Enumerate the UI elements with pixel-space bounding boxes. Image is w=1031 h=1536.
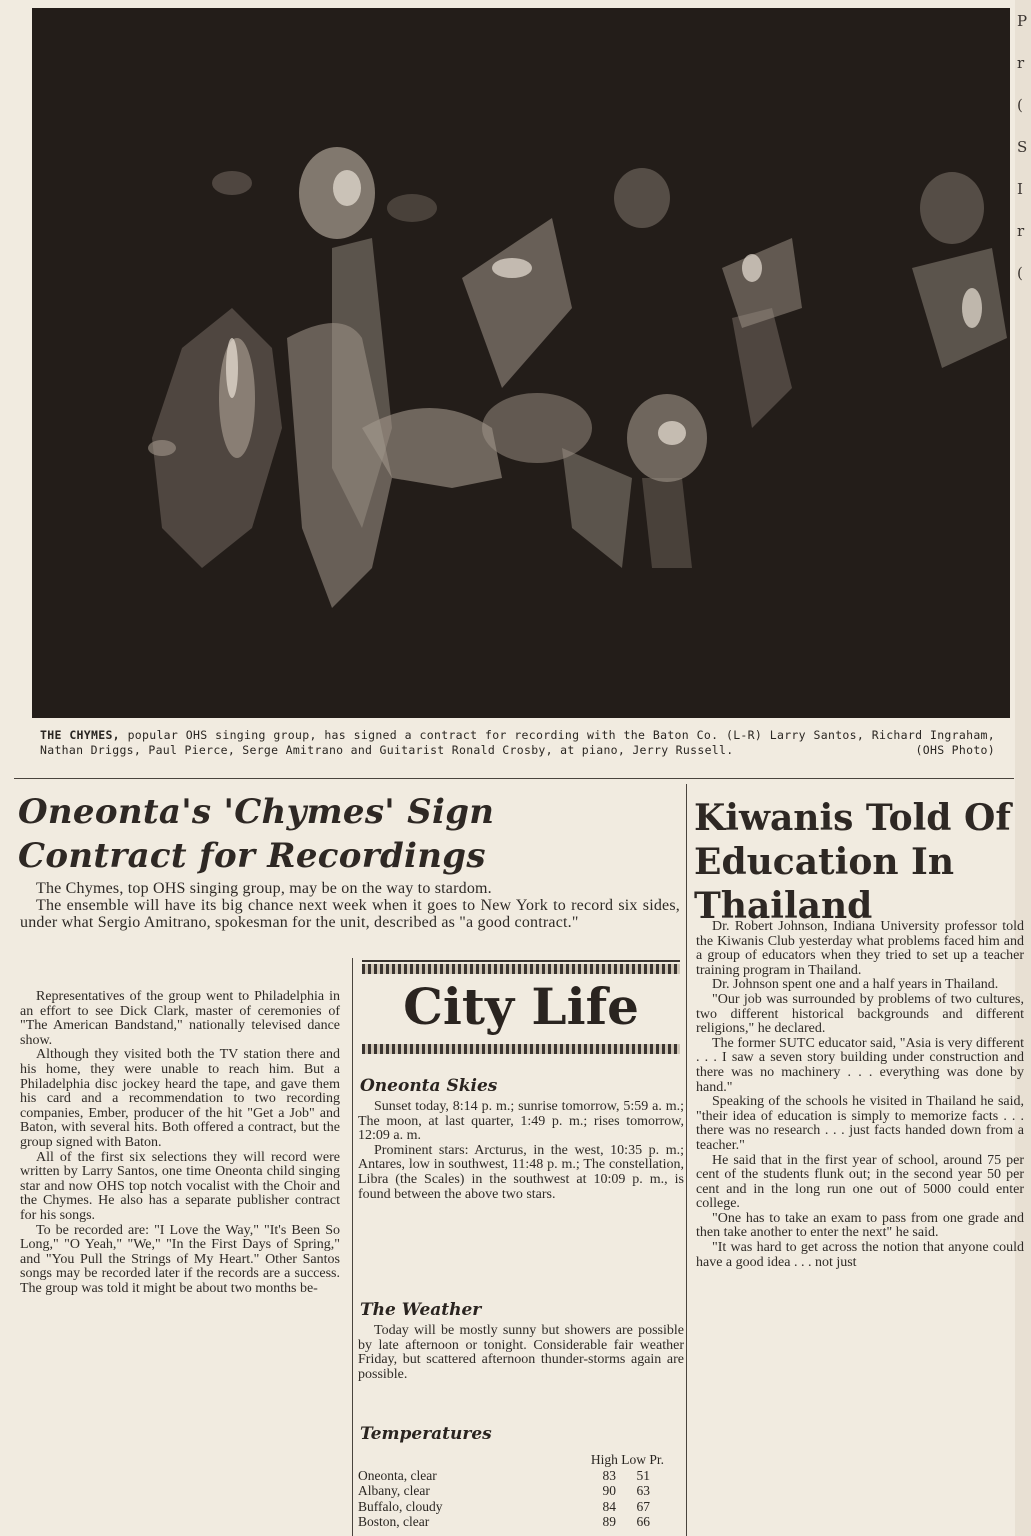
skies-heading: Oneonta Skies — [360, 1076, 498, 1096]
low-cell: 66 — [636, 1514, 650, 1529]
group-photo — [32, 8, 1010, 718]
caption-text: popular OHS singing group, has signed a contract for recording with the Baton Co. (L-R) Larry Santos, Richard Ingraham, Nathan Driggs, Paul Pierce, Serge Amitrano and Guitarist Ronald Crosby, at piano, Jerry Russell. — [40, 728, 995, 757]
high-cell: 84 — [602, 1498, 616, 1514]
photo-caption — [40, 728, 995, 758]
paragraph: The former SUTC educator said, "Asia is very different . . . I saw a seven story building under construction and there was no machinery . . . everything was done by hand." — [696, 1035, 1024, 1095]
column-divider — [686, 784, 687, 1536]
weather-heading: The Weather — [360, 1300, 482, 1320]
city-cell: Buffalo, cloudy — [358, 1498, 443, 1514]
photo-credit: (OHS Photo) — [915, 743, 995, 757]
weather-text — [358, 1324, 684, 1382]
edge-letter: r — [1017, 54, 1025, 72]
paragraph: He said that in the first year of school, around 75 per cent of the students flunk out; in the second year 50 per cent and in the long run one out of 5000 could enter college. — [696, 1152, 1024, 1212]
divider — [14, 778, 1014, 779]
edge-letter: S — [1017, 138, 1028, 156]
paragraph: "Our job was surrounded by problems of two cultures, two different historical backgrounds and different religions," he declared. — [696, 991, 1024, 1037]
high-cell: 89 — [602, 1514, 616, 1529]
kiwanis-headline: Kiwanis Told Of Education In Thailand — [694, 797, 1011, 927]
city-cell: Oneonta, clear — [358, 1467, 437, 1483]
table-row — [358, 1468, 684, 1484]
paragraph: To be recorded are: "I Love the Way," "It's Been So Long," "O Yeah," "We," "In the First Days of Spring," and "You Pull the Strings of My Heart." Other Santos songs may be recorded later if the records are a success. The group was told it might be about two months be- — [20, 1222, 340, 1296]
city-cell: Boston, clear — [358, 1514, 430, 1529]
kiwanis-story — [696, 920, 1024, 1270]
adjacent-column-edge — [1015, 0, 1031, 1536]
table-row — [358, 1483, 684, 1499]
paragraph: Dr. Johnson spent one and a half years in Thailand. — [712, 977, 999, 993]
table-row — [358, 1499, 684, 1515]
edge-letter: r — [1017, 222, 1025, 240]
photo-image — [32, 8, 1010, 718]
table-row — [358, 1514, 684, 1530]
low-cell: 51 — [636, 1467, 650, 1483]
decorative-band — [362, 1044, 680, 1054]
city-life-banner — [362, 960, 680, 1062]
paragraph: Representatives of the group went to Philadelphia in an effort to see Dick Clark, master of ceremonies of "The American Bandstand," nationally televised dance show. — [20, 989, 340, 1048]
paragraph: Although they visited both the TV station there and his home, they were unable to reach him. But a Philadelphia disc jockey heard the tape, and gave them his card and a recommendation to two recording companies, Ember, producer of the hit "Get a Job" and Baton, with several hits. Both offered a contract, but the group signed with Baton. — [20, 1047, 340, 1150]
main-story-lead — [20, 880, 680, 931]
temperatures-heading: Temperatures — [360, 1424, 492, 1444]
column-divider — [352, 958, 353, 1536]
edge-letter: ( — [1017, 264, 1023, 282]
main-story-column — [20, 990, 340, 1296]
paragraph: Today will be mostly sunny but showers are possible by late afternoon or tonight. Considerable fair weather Friday, but scattered afternoon thunder-storms again are possible. — [358, 1323, 684, 1382]
temperatures-table — [358, 1452, 684, 1530]
skies-text — [358, 1100, 684, 1202]
high-cell: 83 — [602, 1467, 616, 1483]
paragraph: "It was hard to get across the notion that anyone could have a good idea . . . not just — [696, 1240, 1024, 1270]
paragraph: Speaking of the schools he visited in Thailand he said, "their idea of education is simply to memorize facts . . . there was no research . . . just facts handed down from a teacher." — [696, 1094, 1024, 1153]
decorative-band — [362, 964, 680, 974]
city-life-title: City Life — [403, 977, 639, 1036]
high-cell: 90 — [602, 1483, 616, 1498]
paragraph: The ensemble will have its big chance next week when it goes to New York to record six sides, under what Sergio Amitrano, spokesman for the unit, described as "a good contract." — [20, 897, 680, 931]
main-headline: Oneonta's 'Chymes' Sign Contract for Recordings — [18, 792, 495, 876]
edge-letter: ( — [1017, 96, 1023, 114]
low-cell: 63 — [636, 1483, 650, 1498]
edge-letter: P — [1017, 12, 1028, 30]
caption-lead: THE CHYMES, — [40, 728, 120, 742]
paragraph: The Chymes, top OHS singing group, may be on the way to stardom. — [36, 880, 492, 897]
temps-column-header: High Low Pr. — [590, 1452, 664, 1467]
paragraph: All of the first six selections they will record were written by Larry Santos, one time Oneonta child singing star and now OHS top notch vocalist with the Choir and the Chymes. He also has a separate publisher contract for his songs. — [20, 1149, 340, 1223]
city-cell: Albany, clear — [358, 1483, 430, 1498]
paragraph: Sunset today, 8:14 p. m.; sunrise tomorrow, 5:59 a. m.; The moon, at last quarter, 1:49 p. m.; rises tomorrow, 12:09 a. m. — [358, 1099, 684, 1144]
paragraph: Dr. Robert Johnson, Indiana University professor told the Kiwanis Club yesterday what problems faced him and a group of educators when they tried to set up a teacher training program in Thailand. — [696, 919, 1024, 978]
paragraph: "One has to take an exam to pass from one grade and then take another to enter the next" he said. — [696, 1210, 1024, 1241]
edge-letter: I — [1017, 180, 1023, 198]
paragraph: Prominent stars: Arcturus, in the west, 10:35 p. m.; Antares, low in southwest, 11:48 p. m.; The constellation, Libra (the Scales) in the southwest at 10:09 p. m., is found between the above two stars. — [358, 1142, 684, 1202]
low-cell: 67 — [636, 1498, 650, 1514]
